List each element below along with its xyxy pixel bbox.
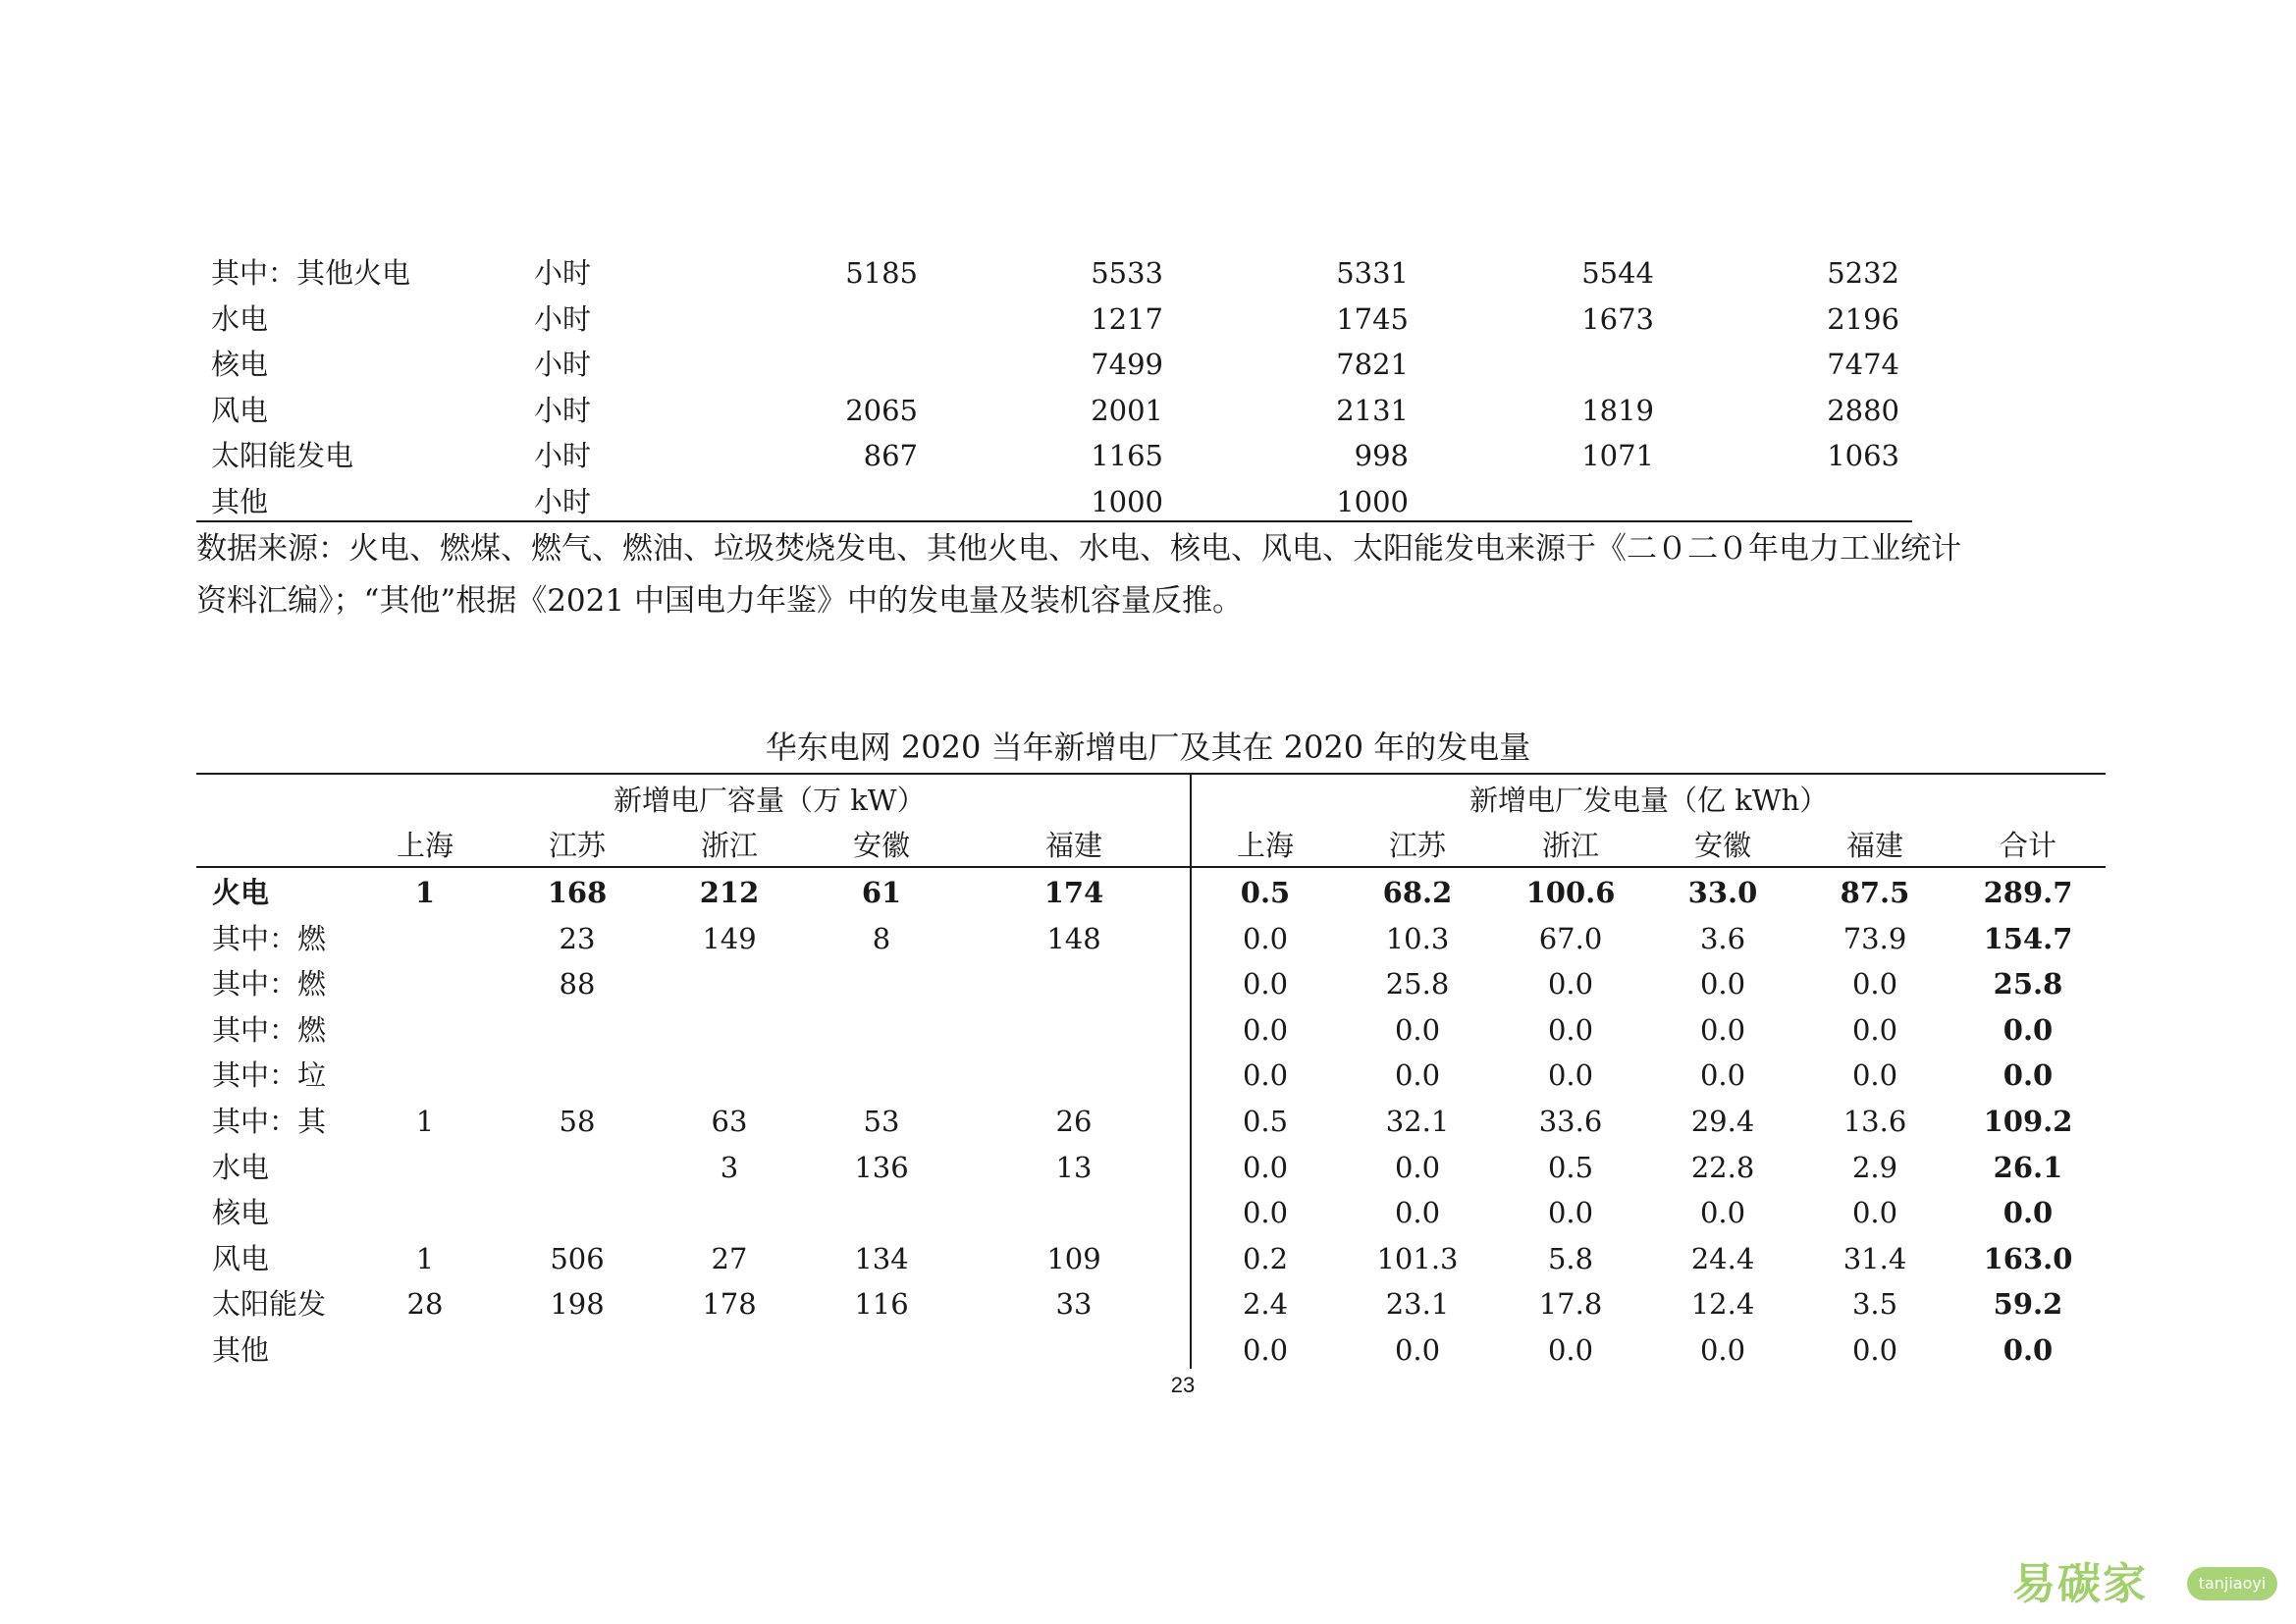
total-cell: 109.2 xyxy=(1983,1105,2073,1138)
generation-cell: 87.5 xyxy=(1840,876,1910,909)
value-cell: 5232 xyxy=(1827,256,1899,290)
value-cell: 5185 xyxy=(845,256,918,290)
row-unit: 小时 xyxy=(534,485,592,518)
total-cell: 0.0 xyxy=(2002,1058,2054,1093)
generation-cell: 0.0 xyxy=(1242,921,1289,955)
capacity-cell: 212 xyxy=(699,876,760,909)
generation-cell: 33.0 xyxy=(1687,876,1758,909)
generation-cell: 0.0 xyxy=(1547,1333,1594,1367)
capacity-cell: 136 xyxy=(854,1150,909,1184)
table-row xyxy=(0,961,2296,1006)
generation-cell: 0.0 xyxy=(1547,967,1594,1001)
value-cell: 7474 xyxy=(1827,348,1899,382)
capacity-cell: 174 xyxy=(1043,876,1104,909)
generation-cell: 5.8 xyxy=(1547,1241,1594,1275)
row-label: 核电 xyxy=(211,348,269,382)
value-cell: 2880 xyxy=(1827,393,1899,427)
watermark-logo xyxy=(2012,1557,2287,1616)
row-label: 风电 xyxy=(211,393,269,427)
table-row xyxy=(0,1190,2296,1235)
value-cell: 5544 xyxy=(1581,256,1654,290)
value-cell: 1217 xyxy=(1091,301,1163,336)
table-row xyxy=(0,1099,2296,1144)
table-row xyxy=(0,479,2296,524)
table-row xyxy=(0,916,2296,961)
table-row xyxy=(0,1145,2296,1190)
total-cell: 0.0 xyxy=(2002,1012,2054,1047)
row-label: 其中：其 xyxy=(212,1105,327,1138)
generation-cell: 0.0 xyxy=(1242,1333,1289,1367)
value-cell: 7821 xyxy=(1336,348,1409,382)
generation-cell: 0.0 xyxy=(1242,1150,1289,1184)
capacity-cell: 8 xyxy=(872,921,891,955)
generation-cell: 17.8 xyxy=(1538,1287,1603,1322)
top-table-bottom-rule xyxy=(196,520,1912,522)
table-row xyxy=(0,433,2296,478)
capacity-column-header: 浙江 xyxy=(700,829,758,862)
capacity-cell: 33 xyxy=(1055,1287,1093,1322)
table-row xyxy=(0,250,2296,296)
capacity-cell: 1 xyxy=(414,876,436,909)
note-line-2: 资料汇编》；“其他”根据《2021 中国电力年鉴》中的发电量及装机容量反推。 xyxy=(196,583,1243,619)
total-cell: 26.1 xyxy=(1993,1150,2063,1184)
capacity-cell: 26 xyxy=(1055,1105,1093,1138)
value-cell: 5533 xyxy=(1091,256,1163,290)
row-label: 其他 xyxy=(211,485,269,518)
generation-group-header: 新增电厂发电量（亿 kWh） xyxy=(1469,784,1829,817)
generation-cell: 12.4 xyxy=(1690,1287,1755,1322)
value-cell: 1819 xyxy=(1581,393,1654,427)
row-label: 其中：其他火电 xyxy=(211,256,411,290)
generation-cell: 31.4 xyxy=(1842,1241,1907,1275)
value-cell: 2131 xyxy=(1336,393,1409,427)
table-row xyxy=(0,870,2296,915)
row-label: 其他 xyxy=(212,1333,270,1367)
total-cell: 25.8 xyxy=(1993,967,2063,1001)
capacity-cell: 178 xyxy=(702,1287,757,1322)
generation-cell: 22.8 xyxy=(1690,1150,1755,1184)
generation-cell: 0.0 xyxy=(1851,967,1898,1001)
row-label: 其中：垃 xyxy=(212,1058,327,1093)
generation-cell: 25.8 xyxy=(1385,967,1450,1001)
row-label: 其中：燃 xyxy=(212,967,327,1001)
generation-cell: 33.6 xyxy=(1538,1105,1603,1138)
capacity-cell: 23 xyxy=(559,921,596,955)
note-line-1: 数据来源：火电、燃煤、燃气、燃油、垃圾焚烧发电、其他火电、水电、核电、风电、太阳能发电来源于《二０二０年电力工业统计 xyxy=(196,531,1961,567)
row-unit: 小时 xyxy=(534,256,592,290)
generation-cell: 0.0 xyxy=(1851,1058,1898,1093)
row-unit: 小时 xyxy=(534,393,592,427)
total-cell: 289.7 xyxy=(1983,876,2073,909)
generation-cell: 0.0 xyxy=(1699,1058,1746,1093)
value-cell: 1000 xyxy=(1336,485,1409,518)
generation-cell: 0.0 xyxy=(1242,1058,1289,1093)
row-unit: 小时 xyxy=(534,301,592,336)
generation-column-header: 安徽 xyxy=(1693,829,1751,862)
generation-cell: 0.0 xyxy=(1851,1196,1898,1230)
total-cell: 163.0 xyxy=(1983,1241,2073,1275)
generation-column-header: 合计 xyxy=(1999,829,2056,862)
total-cell: 59.2 xyxy=(1993,1287,2063,1322)
generation-column-header: 福建 xyxy=(1845,829,1903,862)
generation-cell: 0.0 xyxy=(1394,1058,1441,1093)
generation-cell: 23.1 xyxy=(1385,1287,1450,1322)
capacity-column-header: 上海 xyxy=(396,829,454,862)
capacity-column-header: 安徽 xyxy=(852,829,910,862)
capacity-cell: 198 xyxy=(550,1287,605,1322)
table-title: 华东电网 2020 当年新增电厂及其在 2020 年的发电量 xyxy=(765,729,1531,766)
generation-cell: 0.0 xyxy=(1699,1333,1746,1367)
capacity-cell: 149 xyxy=(702,921,757,955)
row-label: 其中：燃 xyxy=(212,921,327,955)
generation-cell: 0.0 xyxy=(1699,967,1746,1001)
table-row xyxy=(0,342,2296,387)
capacity-cell: 168 xyxy=(547,876,608,909)
generation-cell: 0.0 xyxy=(1394,1012,1441,1047)
generation-cell: 101.3 xyxy=(1376,1241,1459,1275)
capacity-cell: 61 xyxy=(861,876,902,909)
table-row xyxy=(0,297,2296,342)
total-cell: 0.0 xyxy=(2002,1196,2054,1230)
table-row xyxy=(0,1327,2296,1373)
value-cell: 998 xyxy=(1354,439,1409,473)
table-row xyxy=(0,1053,2296,1098)
value-cell: 1000 xyxy=(1091,485,1163,518)
capacity-cell: 58 xyxy=(559,1105,596,1138)
value-cell: 5331 xyxy=(1336,256,1409,290)
data-source-note xyxy=(196,523,2110,627)
generation-cell: 13.6 xyxy=(1842,1105,1907,1138)
generation-cell: 0.0 xyxy=(1547,1058,1594,1093)
table-row xyxy=(0,1281,2296,1326)
row-unit: 小时 xyxy=(534,439,592,473)
capacity-cell: 1 xyxy=(415,1105,435,1138)
generation-cell: 0.5 xyxy=(1240,876,1291,909)
total-cell: 154.7 xyxy=(1983,921,2073,955)
value-cell: 2001 xyxy=(1091,393,1163,427)
capacity-cell: 88 xyxy=(559,967,596,1001)
capacity-cell: 53 xyxy=(863,1105,900,1138)
generation-cell: 0.0 xyxy=(1394,1333,1441,1367)
generation-cell: 0.0 xyxy=(1699,1012,1746,1047)
row-label: 水电 xyxy=(212,1150,270,1184)
generation-cell: 0.0 xyxy=(1242,1012,1289,1047)
generation-column-header: 江苏 xyxy=(1388,829,1446,862)
value-cell: 1165 xyxy=(1091,439,1163,473)
capacity-cell: 148 xyxy=(1046,921,1101,955)
table-row xyxy=(0,1236,2296,1281)
capacity-cell: 1 xyxy=(415,1241,435,1275)
watermark-badge: tanjiaoyi xyxy=(2187,1567,2277,1600)
capacity-cell: 3 xyxy=(720,1150,739,1184)
capacity-column-header: 江苏 xyxy=(548,829,606,862)
capacity-group-header: 新增电厂容量（万 kW） xyxy=(614,784,926,817)
watermark-brand-text: 易碳家 xyxy=(2012,1559,2148,1609)
total-cell: 0.0 xyxy=(2002,1333,2054,1367)
capacity-cell: 134 xyxy=(854,1241,909,1275)
capacity-cell: 63 xyxy=(711,1105,748,1138)
value-cell: 1745 xyxy=(1336,301,1409,336)
generation-cell: 0.0 xyxy=(1851,1333,1898,1367)
generation-cell: 0.0 xyxy=(1851,1012,1898,1047)
value-cell: 1071 xyxy=(1581,439,1654,473)
value-cell: 7499 xyxy=(1091,348,1163,382)
capacity-cell: 109 xyxy=(1046,1241,1101,1275)
table-row xyxy=(0,388,2296,433)
page-number: 23 xyxy=(1170,1373,1196,1397)
generation-cell: 32.1 xyxy=(1385,1105,1450,1138)
generation-cell: 0.0 xyxy=(1699,1196,1746,1230)
generation-cell: 0.0 xyxy=(1547,1012,1594,1047)
capacity-cell: 13 xyxy=(1055,1150,1093,1184)
table-row xyxy=(0,1007,2296,1053)
generation-cell: 0.5 xyxy=(1547,1150,1594,1184)
value-cell: 2196 xyxy=(1827,301,1899,336)
value-cell: 2065 xyxy=(845,393,918,427)
row-label: 水电 xyxy=(211,301,269,336)
capacity-cell: 116 xyxy=(854,1287,909,1322)
generation-column-header: 浙江 xyxy=(1541,829,1599,862)
row-unit: 小时 xyxy=(534,348,592,382)
header-bottom-rule xyxy=(196,866,2106,868)
generation-cell: 29.4 xyxy=(1690,1105,1755,1138)
generation-cell: 73.9 xyxy=(1842,921,1907,955)
generation-cell: 100.6 xyxy=(1525,876,1616,909)
generation-column-header: 上海 xyxy=(1236,829,1294,862)
capacity-cell: 506 xyxy=(550,1241,605,1275)
generation-cell: 24.4 xyxy=(1690,1241,1755,1275)
generation-cell: 2.9 xyxy=(1851,1150,1898,1184)
generation-cell: 0.0 xyxy=(1394,1196,1441,1230)
generation-cell: 0.2 xyxy=(1242,1241,1289,1275)
generation-cell: 0.0 xyxy=(1242,1196,1289,1230)
generation-cell: 3.5 xyxy=(1851,1287,1898,1322)
row-label: 风电 xyxy=(212,1241,270,1275)
value-cell: 1673 xyxy=(1581,301,1654,336)
generation-cell: 0.0 xyxy=(1547,1196,1594,1230)
row-label: 核电 xyxy=(212,1196,270,1230)
generation-cell: 3.6 xyxy=(1699,921,1746,955)
value-cell: 867 xyxy=(863,439,918,473)
row-label: 太阳能发 xyxy=(212,1287,327,1322)
row-label: 太阳能发电 xyxy=(211,439,354,473)
table-top-rule xyxy=(196,773,2106,775)
generation-cell: 0.0 xyxy=(1394,1150,1441,1184)
generation-cell: 0.5 xyxy=(1242,1105,1289,1138)
value-cell: 1063 xyxy=(1827,439,1899,473)
row-label: 其中：燃 xyxy=(212,1012,327,1047)
generation-cell: 10.3 xyxy=(1385,921,1450,955)
capacity-cell: 28 xyxy=(406,1287,444,1322)
capacity-cell: 27 xyxy=(711,1241,748,1275)
generation-cell: 0.0 xyxy=(1242,967,1289,1001)
generation-cell: 67.0 xyxy=(1538,921,1603,955)
generation-cell: 2.4 xyxy=(1242,1287,1289,1322)
capacity-column-header: 福建 xyxy=(1044,829,1102,862)
generation-cell: 68.2 xyxy=(1382,876,1453,909)
row-label: 火电 xyxy=(212,876,270,909)
